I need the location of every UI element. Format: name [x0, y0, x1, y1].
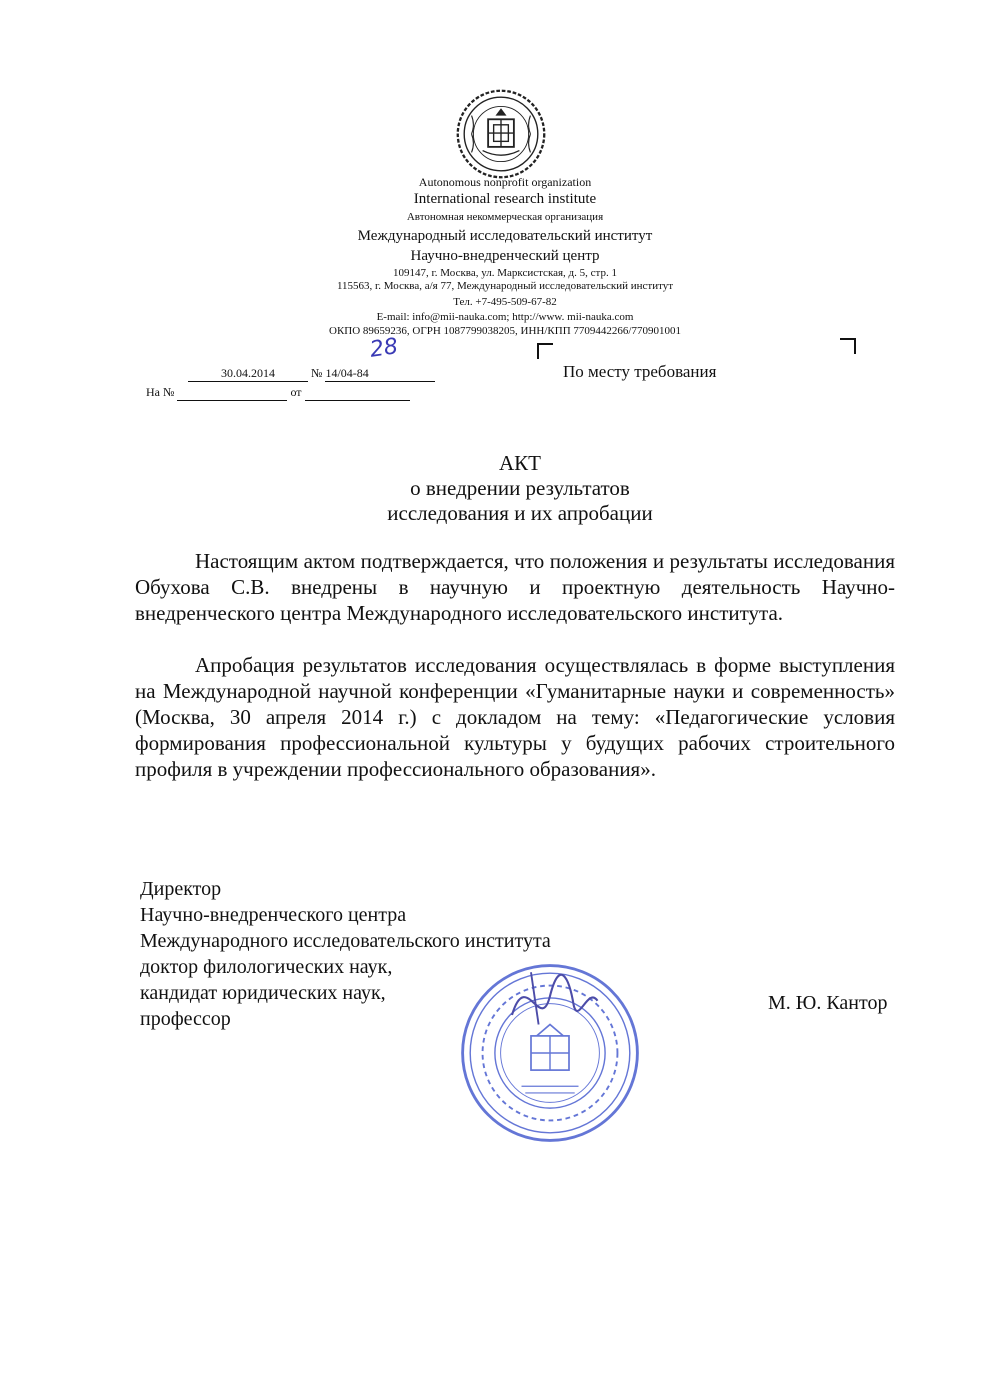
signer-name: М. Ю. Кантор	[768, 992, 888, 1014]
letterhead-en-subtitle: Autonomous nonprofit organization	[418, 175, 592, 189]
letterhead-ru-title: Международный исследовательский институт	[357, 228, 653, 244]
body-paragraph-2	[135, 652, 895, 782]
signer-position: Директор	[140, 878, 222, 900]
registration-number-line	[188, 366, 435, 382]
letterhead-phone: Тел. +7-495-509-67-82	[453, 296, 557, 308]
from-blank	[305, 385, 410, 401]
addressee-bracket-right	[840, 338, 856, 354]
document-subtitle-1: о внедрении результатов	[410, 476, 630, 500]
reference-label: На №	[146, 385, 175, 399]
letterhead-en-title: International research institute	[413, 191, 597, 207]
body-paragraph-1	[135, 548, 895, 626]
official-stamp-icon	[455, 958, 645, 1148]
letterhead-ru-subtitle: Автономная некоммерческая организация	[406, 211, 604, 223]
from-label: от	[290, 385, 302, 399]
addressee-bracket-left	[537, 343, 553, 359]
registration-date: 30.04.2014	[188, 366, 308, 382]
signer-degree-2: кандидат юридических наук,	[140, 982, 386, 1004]
letterhead-address-1: 109147, г. Москва, ул. Марксистская, д. 5, стр. 1	[393, 267, 617, 279]
registration-number: 14/04-84	[325, 366, 435, 382]
paragraph-1-text: Настоящим актом подтверждается, что положения и результаты исследования Обухова С.В. внедрены в научную и проектную деятельность Научно-внедренческого центра Международного исследовательского института.	[135, 549, 895, 625]
document-title: АКТ	[499, 451, 541, 475]
handwritten-number: 28	[368, 334, 400, 363]
signer-org-1: Научно-внедренческого центра	[140, 904, 407, 926]
reference-blank	[177, 385, 287, 401]
signer-degree-1: доктор филологических наук,	[140, 956, 393, 978]
addressee: По месту требования	[563, 362, 717, 381]
signer-title: профессор	[140, 1008, 231, 1030]
registration-number-label: №	[311, 366, 323, 380]
letterhead-ru-center: Научно-внедренческий центр	[410, 248, 600, 264]
letterhead-address-2: 115563, г. Москва, а/я 77, Международный исследовательский институт	[336, 280, 674, 292]
paragraph-2-text: Апробация результатов исследования осуществлялась в форме выступления на Международной научной конференции «Гуманитарные науки и современность» (Москва, 30 апреля 2014 г.) с докладом на тему: «Педагогические условия формирования профессиональной культуры у будущих рабочих строительного профиля в учреждении профессионального образования».	[135, 653, 895, 781]
letterhead-codes: ОКПО 89659236, ОГРН 1087799038205, ИНН/КПП 7709442266/770901001	[329, 325, 681, 337]
reference-line	[146, 385, 410, 401]
document-subtitle-2: исследования и их апробации	[387, 501, 653, 525]
institute-logo-icon	[455, 88, 547, 180]
letterhead-email-web: E-mail: info@mii-nauka.com; http://www. mii-nauka.com	[376, 311, 634, 323]
signer-org-2: Международного исследовательского института	[140, 930, 551, 952]
